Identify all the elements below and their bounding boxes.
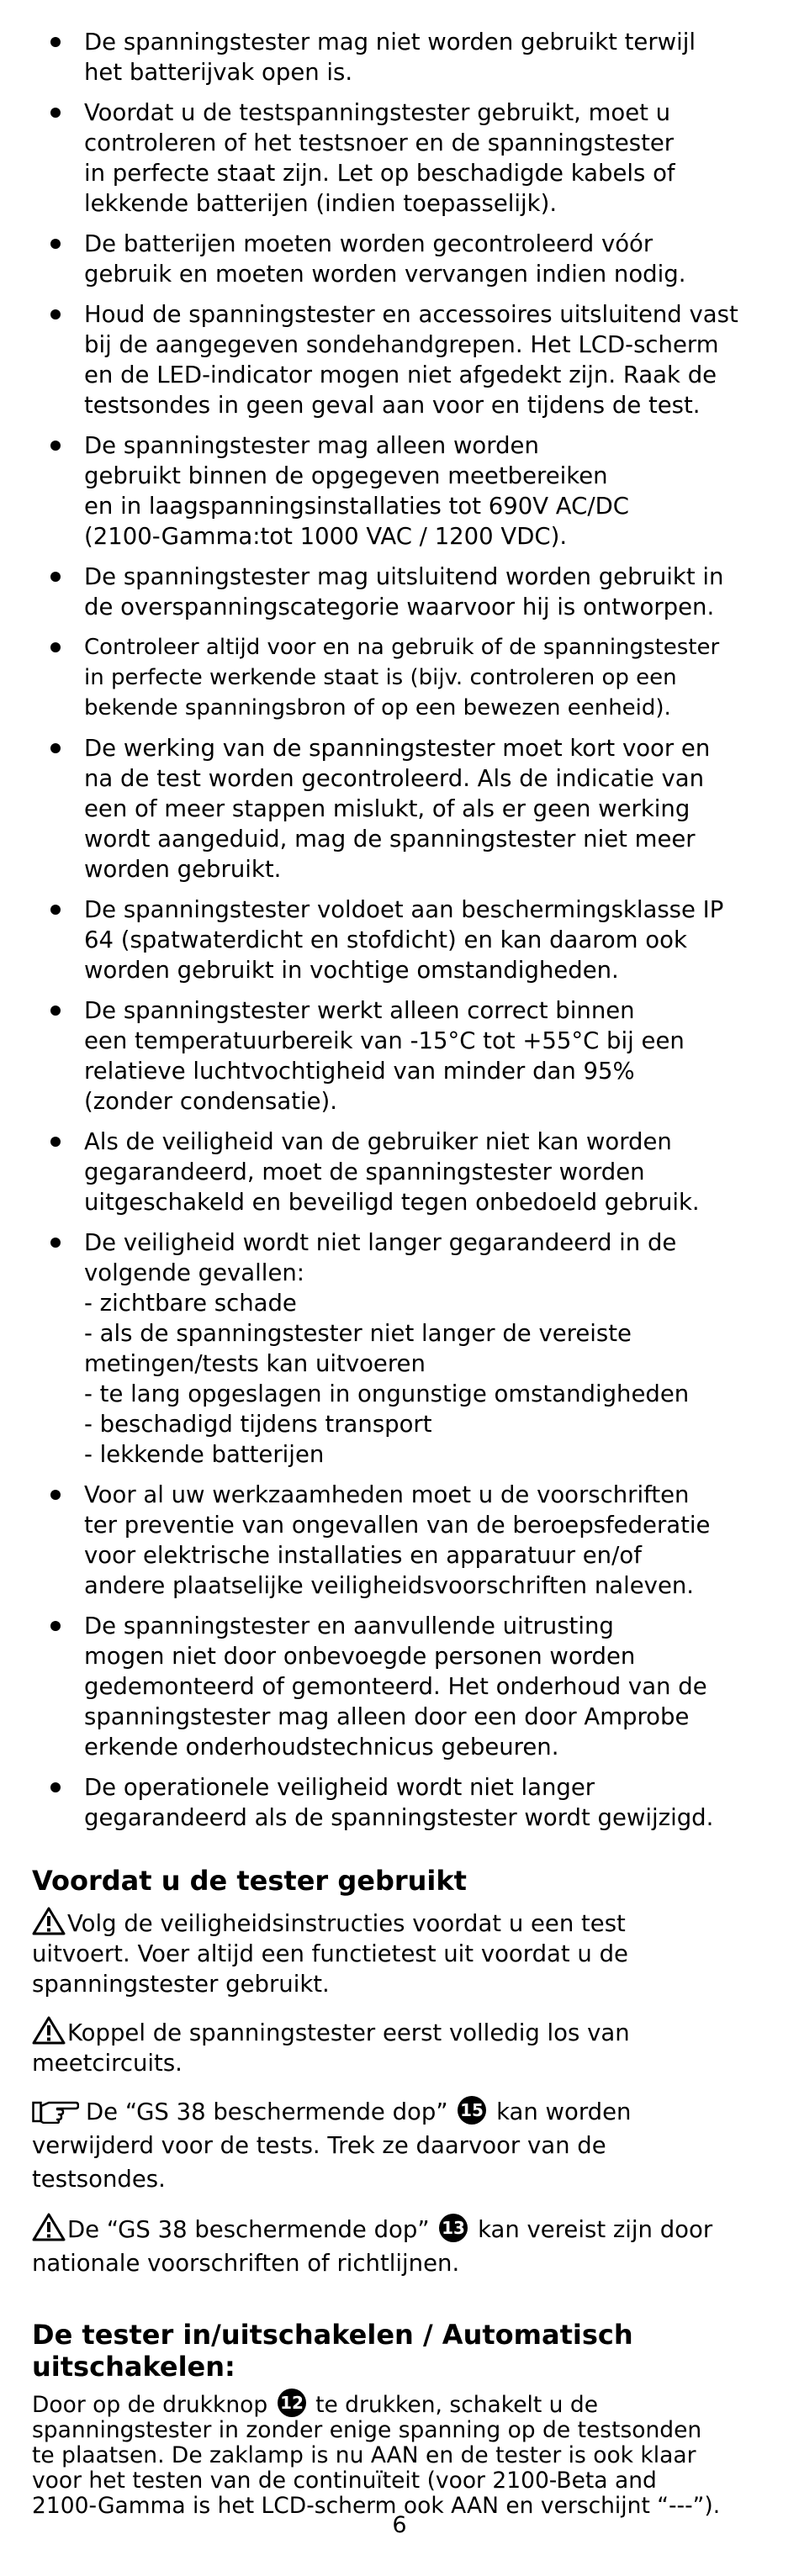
bullet-text: Als de veiligheid van de gebruiker niet kan worden gegarandeerd, moet de spanningstester worden uitgeschakeld en beveiligd tegen onbedoeld gebruik.	[84, 1128, 700, 1216]
note-text-end: kan worden verwijderd voor de tests. Trek ze daarvoor van de testsondes.	[32, 2098, 632, 2193]
warning-paragraph-disconnect	[32, 2016, 767, 2078]
bullet-dot	[50, 905, 61, 915]
bullet-dot	[50, 1137, 61, 1147]
bullet-dot	[50, 309, 61, 319]
power-paragraph	[32, 2388, 767, 2519]
bullet-item	[32, 1611, 767, 1762]
callout-number-icon	[457, 2095, 487, 2125]
bullet-text: De operationele veiligheid wordt niet langer gegarandeerd als de spanningstester wordt gewijzigd.	[84, 1774, 714, 1831]
bullet-item	[32, 733, 767, 884]
bullet-item	[32, 632, 767, 723]
bullet-dot	[50, 108, 61, 118]
warning-triangle-icon	[32, 2016, 66, 2045]
bullet-item	[32, 895, 767, 985]
bullet-item	[32, 1127, 767, 1217]
power-text-end: te drukken, schakelt u de spanningstester in zonder enige spanning op de testsonden te plaatsen. De zaklamp is nu AAN en de tester is ook klaar voor het testen van de continuïteit (voor 2100-Beta and 2100-Gamma is het LCD-scherm ook AAN en verschijnt “---”).	[32, 2392, 721, 2519]
warning-text: Koppel de spanningstester eerst volledig los van meetcircuits.	[32, 2019, 630, 2077]
bullet-dot	[50, 1621, 61, 1631]
warning-text: Volg de veiligheidsinstructies voordat u een test uitvoert. Voer altijd een functietest uit voordat u de spanningstester gebruikt.	[32, 1910, 628, 1998]
bullet-dot	[50, 441, 61, 451]
bullet-dot	[50, 572, 61, 582]
bullet-item	[32, 27, 767, 87]
bullet-text: Voordat u de testspanningstester gebruikt, moet u controleren of het testsnoer en de spanningstester in perfecte staat zijn. Let op beschadigde kabels of lekkende batterijen (indien toepasselijk).	[84, 99, 675, 217]
bullet-dot	[50, 1782, 61, 1792]
warning-paragraph-regulations	[32, 2213, 767, 2280]
bullet-text: De spanningstester mag niet worden gebruikt terwijl het batterijvak open is.	[84, 29, 696, 86]
bullet-dot	[50, 743, 61, 753]
callout-number-icon	[277, 2388, 307, 2418]
bullet-text: Voor al uw werkzaamheden moet u de voorschriften ter preventie van ongevallen van de beroepsfederatie voor elektrische installaties en apparatuur en/of andere plaatselijke veiligheidsvoorschriften naleven.	[84, 1481, 711, 1599]
bullet-dot	[50, 239, 61, 249]
bullet-text: Houd de spanningstester en accessoires uitsluitend vast bij de aangegeven sondehandgrepen. Het LCD-scherm en de LED-indicator mogen niet afgedekt zijn. Raak de testsondes in geen geval aan voor en tijdens de test.	[84, 301, 738, 419]
warning-triangle-icon	[32, 2213, 66, 2241]
bullet-item	[32, 1480, 767, 1601]
bullet-item	[32, 1227, 767, 1470]
warning-text-start: De “GS 38 beschermende dop”	[67, 2216, 430, 2243]
section-heading-before-use: Voordat u de tester gebruikt	[32, 1865, 467, 1897]
bullet-dot	[50, 642, 61, 652]
bullet-text: De spanningstester voldoet aan beschermingsklasse IP 64 (spatwaterdicht en stofdicht) en kan daarom ook worden gebruikt in vochtige omstandigheden.	[84, 896, 724, 984]
note-paragraph-protective-cap	[32, 2095, 767, 2196]
page-number: 6	[392, 2512, 407, 2538]
bullet-item	[32, 229, 767, 289]
bullet-item	[32, 995, 767, 1116]
bullet-item	[32, 299, 767, 420]
bullet-dot	[50, 1006, 61, 1016]
bullet-text: De spanningstester werkt alleen correct binnen een temperatuurbereik van -15°C tot +55°C bij een relatieve luchtvochtigheid van minder dan 95% (zonder condensatie).	[84, 997, 685, 1115]
bullet-text: De spanningstester mag uitsluitend worden gebruikt in de overspanningscategorie waarvoor hij is ontworpen.	[84, 563, 724, 620]
safety-bullet-list	[32, 27, 767, 1833]
bullet-text: De spanningstester mag alleen worden gebruikt binnen de opgegeven meetbereiken en in laagspanningsinstallaties tot 690V AC/DC (2100-Gamma:tot 1000 VAC / 1200 VDC).	[84, 432, 629, 550]
bullet-text: De werking van de spanningstester moet kort voor en na de test worden gecontroleerd. Als de indicatie van een of meer stappen mislukt, of als er geen werking wordt aangeduid, mag de spanningstester niet meer worden gebruikt.	[84, 735, 711, 883]
bullet-item	[32, 98, 767, 219]
bullet-text: De batterijen moeten worden gecontroleerd vóór gebruik en moeten worden vervangen indien nodig.	[84, 230, 686, 288]
warning-text-end: kan vereist zijn door nationale voorschriften of richtlijnen.	[32, 2216, 713, 2277]
callout-number: 12	[279, 2393, 304, 2413]
note-text-start: De “GS 38 beschermende dop”	[86, 2098, 448, 2125]
bullet-item	[32, 562, 767, 622]
pointing-hand-icon	[32, 2098, 79, 2124]
manual-page	[32, 27, 767, 2519]
bullet-dot	[50, 37, 61, 47]
warning-triangle-icon	[32, 1907, 66, 1935]
bullet-item	[32, 1772, 767, 1833]
callout-number-icon	[438, 2213, 468, 2243]
bullet-item	[32, 430, 767, 552]
callout-number: 15	[460, 2100, 484, 2120]
bullet-dot	[50, 1490, 61, 1500]
bullet-text: Controleer altijd voor en na gebruik of de spanningstester in perfecte werkende staat is (bijv. controleren op een bekende spanningsbron of op een bewezen eenheid).	[84, 635, 720, 721]
bullet-text: De veiligheid wordt niet langer gegarandeerd in de volgende gevallen: - zichtbare schade - als de spanningstester niet langer de vereiste metingen/tests kan uitvoeren - te lang opgeslagen in ongunstige omstandigheden - beschadigd tijdens transport - lekkende batterijen	[84, 1229, 690, 1468]
warning-paragraph-instructions	[32, 1907, 767, 1999]
callout-number: 13	[442, 2218, 466, 2238]
bullet-dot	[50, 1238, 61, 1248]
section-heading-power: De tester in/uitschakelen / Automatisch uitschakelen:	[32, 2319, 633, 2383]
bullet-text: De spanningstester en aanvullende uitrusting mogen niet door onbevoegde personen worden gedemonteerd of gemonteerd. Het onderhoud van de spanningstester mag alleen door een door Amprobe erkende onderhoudstechnicus gebeuren.	[84, 1613, 707, 1760]
power-text-start: Door op de drukknop	[32, 2392, 268, 2418]
